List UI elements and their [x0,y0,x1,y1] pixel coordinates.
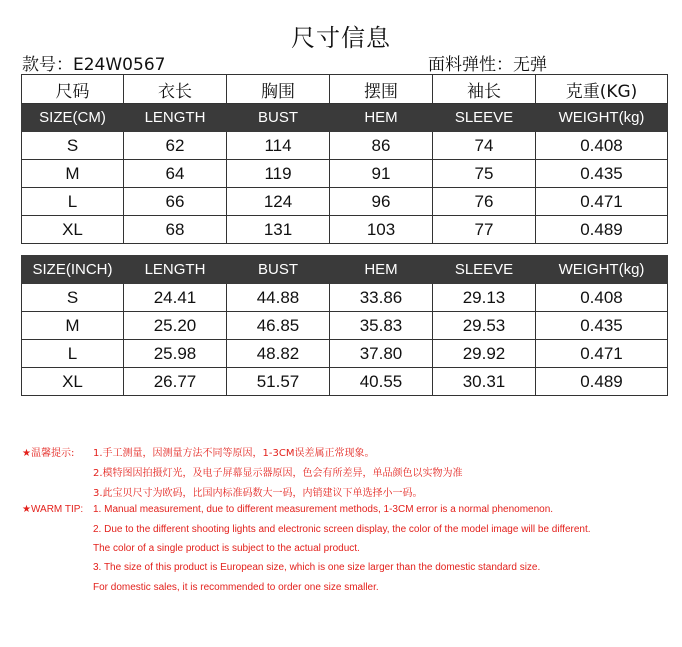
header-length: LENGTH [124,256,227,284]
style-number: 款号：E24W0567 [22,55,166,75]
cell-bust: 131 [227,216,330,244]
cell-length: 64 [124,160,227,188]
table-row [22,284,668,312]
table-row [22,368,668,396]
cell-sleeve: 29.13 [433,284,536,312]
cn-tip-line: 1.手工测量，因测量方法不同等原因，1-3CM误差属正常现象。 [93,448,375,459]
cn-header-bust: 胸围 [227,75,330,104]
cell-weight: 0.408 [536,132,668,160]
cell-size: XL [22,216,124,244]
en-tip-line: For domestic sales, it is recommended to order one size smaller. [93,582,379,593]
cell-weight: 0.435 [536,160,668,188]
cell-length: 24.41 [124,284,227,312]
cell-bust: 124 [227,188,330,216]
fabric-stretch: 面料弹性：无弹 [428,55,547,75]
cell-sleeve: 30.31 [433,368,536,396]
cell-bust: 51.57 [227,368,330,396]
cell-sleeve: 29.53 [433,312,536,340]
en-header-row [22,104,668,132]
cell-length: 68 [124,216,227,244]
table-row [22,216,668,244]
cell-weight: 0.489 [536,368,668,396]
en-tip-line: 2. Due to the different shooting lights and electronic screen display, the color of the model image will be different. [93,524,591,535]
header-weight: WEIGHT(kg) [536,104,668,132]
cn-header-sleeve: 袖长 [433,75,536,104]
cell-hem: 96 [330,188,433,216]
cell-sleeve: 74 [433,132,536,160]
header-hem: HEM [330,256,433,284]
cell-size: XL [22,368,124,396]
cell-weight: 0.489 [536,216,668,244]
cell-sleeve: 76 [433,188,536,216]
en-header-row [22,256,668,284]
page-title: 尺寸信息 [291,24,391,52]
cn-header-row [22,75,668,104]
cell-size: M [22,312,124,340]
cell-weight: 0.435 [536,312,668,340]
cn-header-length: 衣长 [124,75,227,104]
cell-hem: 35.83 [330,312,433,340]
cell-hem: 33.86 [330,284,433,312]
header-sleeve: SLEEVE [433,104,536,132]
size-table-inch [21,255,668,396]
cell-weight: 0.408 [536,284,668,312]
cn-header-weight: 克重(KG) [536,75,668,104]
cell-weight: 0.471 [536,340,668,368]
cell-sleeve: 29.92 [433,340,536,368]
cn-tip-line: 2.模特图因拍摄灯光，及电子屏幕显示器原因，色会有所差异，单品颜色以实物为准 [93,468,463,479]
cell-length: 25.98 [124,340,227,368]
cell-hem: 91 [330,160,433,188]
en-tip-line: The color of a single product is subject to the actual product. [93,543,360,554]
cell-hem: 37.80 [330,340,433,368]
en-tip-line: 3. The size of this product is European size, which is one size larger than the domestic standard size. [93,562,541,573]
cell-length: 25.20 [124,312,227,340]
header-bust: BUST [227,256,330,284]
cn-header-size: 尺码 [22,75,124,104]
cn-tip-line: 3.此宝贝尺寸为欧码，比国内标准码数大一码，内销建议下单选择小一码。 [93,488,423,499]
header-length: LENGTH [124,104,227,132]
cell-sleeve: 77 [433,216,536,244]
cell-size: L [22,188,124,216]
cell-sleeve: 75 [433,160,536,188]
size-table-cm [21,74,668,244]
cell-bust: 46.85 [227,312,330,340]
header-size-inch: SIZE(INCH) [22,256,124,284]
cell-size: L [22,340,124,368]
header-hem: HEM [330,104,433,132]
header-sleeve: SLEEVE [433,256,536,284]
cell-length: 26.77 [124,368,227,396]
cell-size: S [22,284,124,312]
table-row [22,132,668,160]
header-weight: WEIGHT(kg) [536,256,668,284]
cell-bust: 44.88 [227,284,330,312]
header-bust: BUST [227,104,330,132]
cell-size: S [22,132,124,160]
en-tip-label: ★WARM TIP: [22,504,84,515]
cell-bust: 48.82 [227,340,330,368]
en-tip-line: 1. Manual measurement, due to different measurement methods, 1-3CM error is a normal phenomenon. [93,504,554,515]
cell-hem: 103 [330,216,433,244]
cn-header-hem: 摆围 [330,75,433,104]
table-row [22,340,668,368]
header-size-cm: SIZE(CM) [22,104,124,132]
cell-bust: 114 [227,132,330,160]
cell-weight: 0.471 [536,188,668,216]
table-row [22,188,668,216]
cell-hem: 40.55 [330,368,433,396]
table-row [22,312,668,340]
table-row [22,160,668,188]
cell-length: 66 [124,188,227,216]
cell-size: M [22,160,124,188]
cell-bust: 119 [227,160,330,188]
cn-tip-label: ★温馨提示: [22,448,75,459]
cell-length: 62 [124,132,227,160]
cell-hem: 86 [330,132,433,160]
